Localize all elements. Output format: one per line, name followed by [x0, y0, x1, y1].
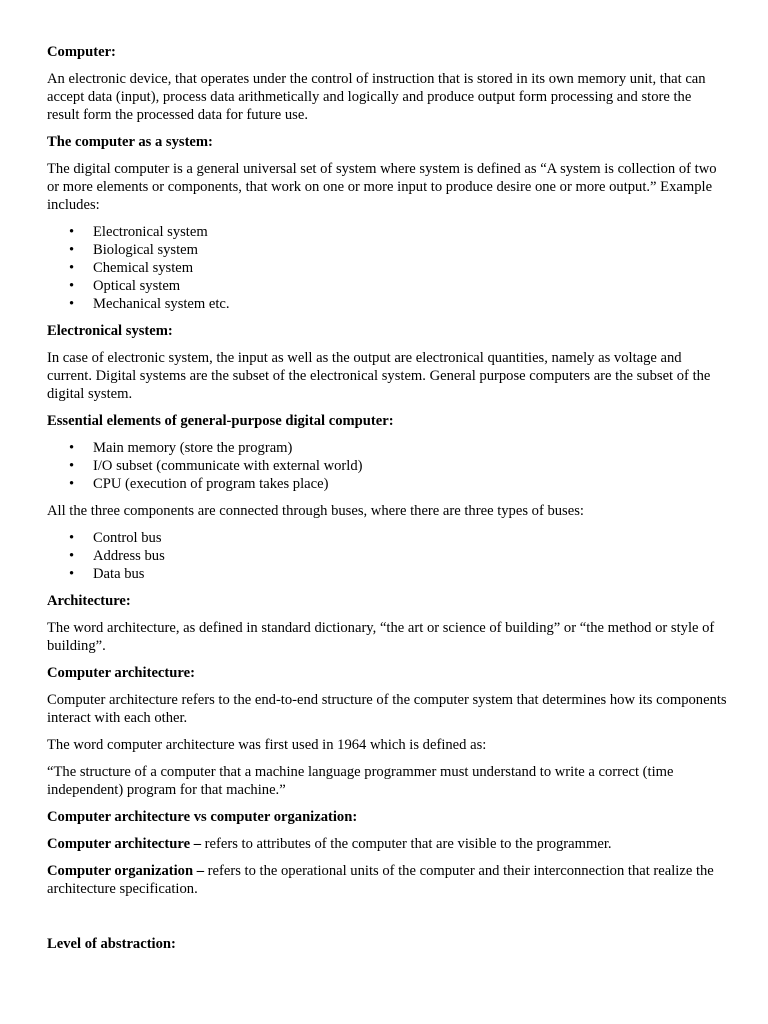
bullet-icon: • [69, 224, 75, 240]
list-item [47, 457, 727, 475]
paragraph-system-definition: The digital computer is a general universal set of system where system is defined as “A system is collection of two or more elements or components, that work on one or more input to produce desire one or more output.” Example includes: [47, 161, 717, 213]
heading-computer-architecture: Computer architecture: [47, 665, 195, 681]
bus-types-list [47, 529, 727, 583]
list-item [47, 565, 727, 583]
list-item-text: Mechanical system etc. [93, 296, 230, 312]
list-item-text: Data bus [93, 566, 145, 582]
list-item [47, 277, 727, 295]
list-item-text: Biological system [93, 242, 198, 258]
heading-architecture: Architecture: [47, 593, 131, 609]
list-item [47, 223, 727, 241]
paragraph-computer-architecture-quote: “The structure of a computer that a machine language programmer must understand to write a correct (time independent) program for that machine.” [47, 764, 674, 798]
list-item [47, 475, 727, 493]
list-item [47, 295, 727, 313]
bullet-icon: • [69, 566, 75, 582]
heading-computer: Computer: [47, 44, 116, 60]
list-item-text: Address bus [93, 548, 165, 564]
paragraph-organization-definition [47, 862, 727, 898]
definition-computer-organization: refers to the operational units of the computer and their interconnection that realize the architecture specification. [47, 863, 714, 897]
paragraph-computer-architecture-1: Computer architecture refers to the end-to-end structure of the computer system that determines how its components interact with each other. [47, 692, 727, 726]
heading-level-of-abstraction: Level of abstraction: [47, 936, 176, 952]
definition-computer-architecture: refers to attributes of the computer that are visible to the programmer. [201, 836, 612, 852]
heading-electronical-system: Electronical system: [47, 323, 173, 339]
bullet-icon: • [69, 296, 75, 312]
heading-computer-as-system: The computer as a system: [47, 134, 213, 150]
bullet-icon: • [69, 530, 75, 546]
list-item [47, 547, 727, 565]
list-item-text: I/O subset (communicate with external world) [93, 458, 363, 474]
paragraph-computer-architecture-2: The word computer architecture was first used in 1964 which is defined as: [47, 737, 487, 753]
list-item [47, 259, 727, 277]
list-item-text: Chemical system [93, 260, 194, 276]
bullet-icon: • [69, 458, 75, 474]
heading-architecture-vs-organization: Computer architecture vs computer organization: [47, 809, 358, 825]
bullet-icon: • [69, 476, 75, 492]
paragraph-buses: All the three components are connected through buses, where there are three types of buses: [47, 503, 584, 519]
essential-elements-list [47, 439, 727, 493]
bullet-icon: • [69, 440, 75, 456]
blank-line [47, 907, 727, 935]
bullet-icon: • [69, 260, 75, 276]
list-item [47, 241, 727, 259]
system-examples-list [47, 223, 727, 313]
list-item-text: Main memory (store the program) [93, 440, 293, 456]
term-computer-organization: Computer organization – [47, 863, 205, 879]
heading-essential-elements: Essential elements of general-purpose digital computer: [47, 413, 394, 429]
paragraph-computer-definition: An electronic device, that operates under the control of instruction that is stored in its own memory unit, that can accept data (input), process data arithmetically and logically and produce output form processing and store the result form the processed data for future use. [47, 71, 706, 123]
term-computer-architecture: Computer architecture – [47, 836, 202, 852]
list-item [47, 529, 727, 547]
list-item-text: Control bus [93, 530, 162, 546]
list-item-text: Optical system [93, 278, 181, 294]
bullet-icon: • [69, 278, 75, 294]
list-item [47, 439, 727, 457]
list-item-text: Electronical system [93, 224, 208, 240]
list-item-text: CPU (execution of program takes place) [93, 476, 329, 492]
document-body [47, 43, 727, 962]
paragraph-architecture-definition [47, 835, 727, 853]
paragraph-electronical-system: In case of electronic system, the input as well as the output are electronical quantities, namely as voltage and current. Digital systems are the subset of the electronical system. General purpose computers are the subset of the digital system. [47, 350, 711, 402]
bullet-icon: • [69, 548, 75, 564]
bullet-icon: • [69, 242, 75, 258]
paragraph-architecture: The word architecture, as defined in standard dictionary, “the art or science of building” or “the method or style of building”. [47, 620, 715, 654]
